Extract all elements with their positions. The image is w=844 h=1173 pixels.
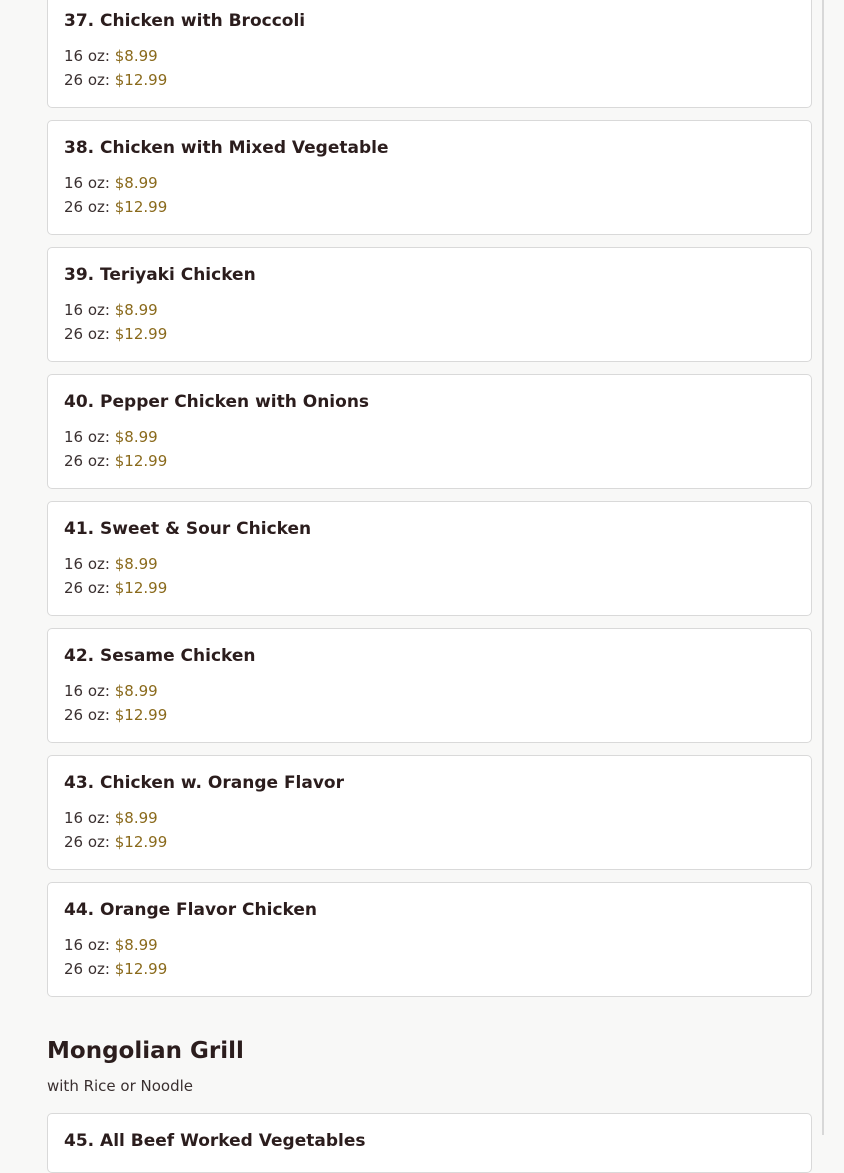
size-label: 16 oz: [64,682,110,700]
price-line-16oz [64,44,795,68]
price-line-16oz [64,171,795,195]
price-line-26oz [64,830,795,854]
page-edge-divider [822,0,824,1135]
price-line-26oz [64,68,795,92]
price-line-26oz [64,576,795,600]
section-subtitle: with Rice or Noodle [47,1077,194,1095]
size-label: 26 oz: [64,198,110,216]
price-line-26oz [64,195,795,219]
menu-item-name: 39. Teriyaki Chicken [64,265,256,285]
price-value: $8.99 [114,936,158,954]
price-value: $12.99 [114,960,168,978]
price-line-26oz [64,957,795,981]
size-label: 16 oz: [64,809,110,827]
price-line-26oz [64,449,795,473]
size-label: 26 oz: [64,325,110,343]
menu-item-card[interactable] [47,755,812,870]
price-value: $8.99 [114,555,158,573]
size-label: 26 oz: [64,71,110,89]
price-line-16oz [64,679,795,703]
menu-item-name: 38. Chicken with Mixed Vegetable [64,138,389,158]
menu-item-card[interactable] [47,120,812,235]
price-value: $12.99 [114,833,168,851]
price-value: $8.99 [114,809,158,827]
price-line-16oz [64,933,795,957]
size-label: 26 oz: [64,706,110,724]
price-value: $8.99 [114,682,158,700]
price-line-16oz [64,425,795,449]
price-value: $12.99 [114,325,168,343]
price-value: $12.99 [114,198,168,216]
price-value: $8.99 [114,428,158,446]
price-value: $12.99 [114,452,168,470]
menu-item-name: 40. Pepper Chicken with Onions [64,392,370,412]
menu-item-card[interactable] [47,247,812,362]
size-label: 26 oz: [64,579,110,597]
size-label: 16 oz: [64,47,110,65]
price-line-16oz [64,298,795,322]
price-value: $12.99 [114,579,168,597]
menu-item-list [47,0,812,1009]
menu-item-name: 37. Chicken with Broccoli [64,11,306,31]
section-title: Mongolian Grill [47,1038,244,1064]
size-label: 26 oz: [64,833,110,851]
price-value: $12.99 [114,706,168,724]
menu-item-name: 41. Sweet & Sour Chicken [64,519,312,539]
menu-item-card-partial[interactable] [47,1113,812,1173]
price-line-16oz [64,552,795,576]
size-label: 16 oz: [64,936,110,954]
size-label: 16 oz: [64,555,110,573]
price-value: $8.99 [114,47,158,65]
size-label: 16 oz: [64,428,110,446]
menu-item-name: 43. Chicken w. Orange Flavor [64,773,344,793]
size-label: 26 oz: [64,960,110,978]
price-value: $12.99 [114,71,168,89]
menu-item-card[interactable] [47,628,812,743]
menu-item-card[interactable] [47,0,812,108]
menu-item-name: 45. All Beef Worked Vegetables [64,1131,366,1151]
price-value: $8.99 [114,301,158,319]
menu-item-name: 42. Sesame Chicken [64,646,256,666]
size-label: 26 oz: [64,452,110,470]
menu-item-card[interactable] [47,882,812,997]
price-line-26oz [64,703,795,727]
menu-item-card[interactable] [47,501,812,616]
menu-item-card[interactable] [47,374,812,489]
price-line-26oz [64,322,795,346]
size-label: 16 oz: [64,301,110,319]
price-value: $8.99 [114,174,158,192]
price-line-16oz [64,806,795,830]
menu-item-name: 44. Orange Flavor Chicken [64,900,317,920]
size-label: 16 oz: [64,174,110,192]
